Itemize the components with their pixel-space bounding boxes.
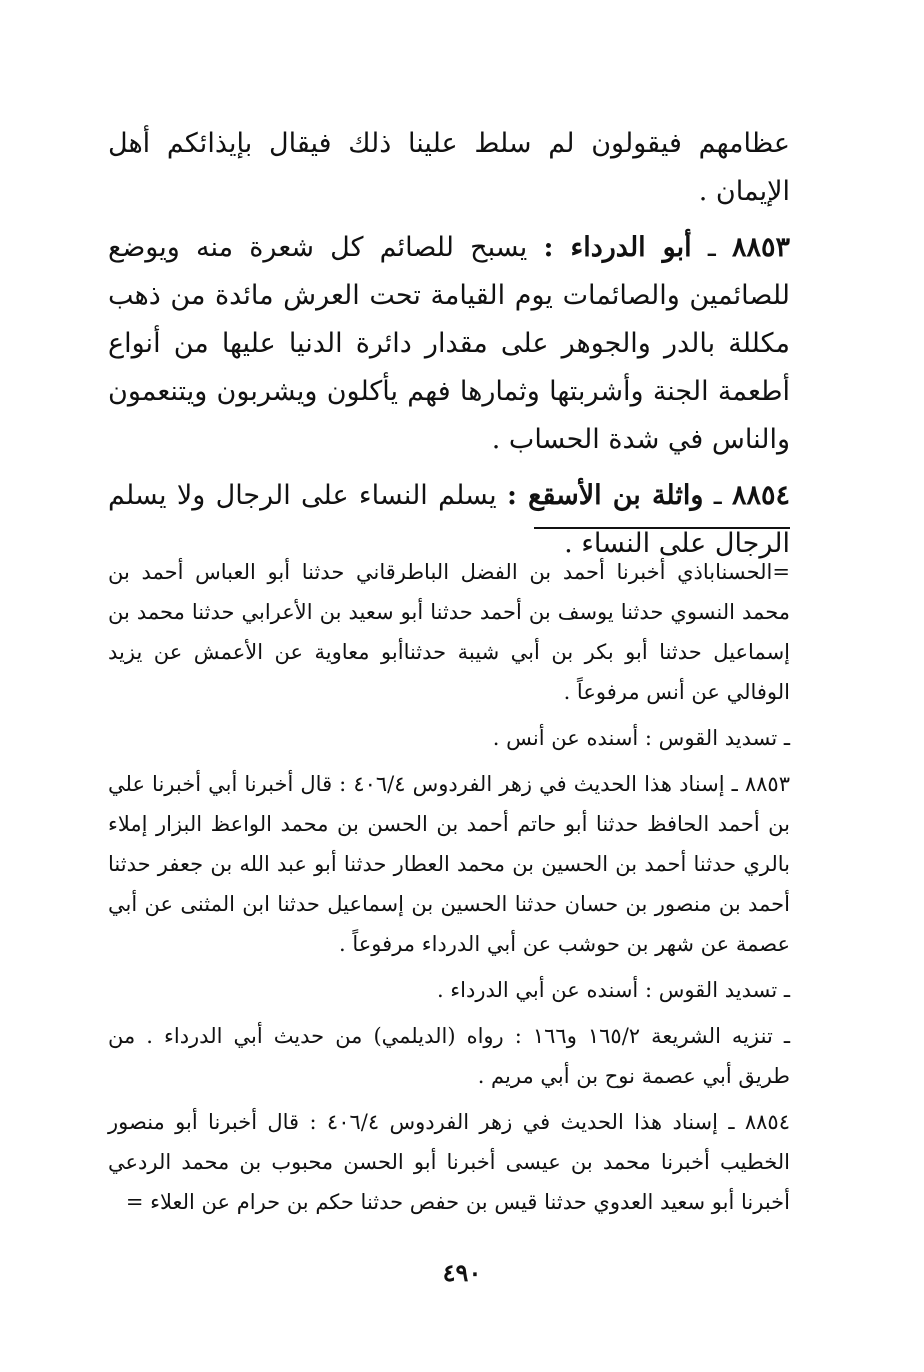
hadith-8853 xyxy=(108,224,790,464)
hadith-number: ٨٨٥٤ xyxy=(732,480,791,511)
page-number: ٤٩٠ xyxy=(442,1258,482,1287)
footnotes xyxy=(108,552,790,1228)
hadith-text: يسبح للصائم كل شعرة منه ويوضع للصائمين والصائمات يوم القيامة تحت العرش مائدة من ذهب مكللة بالدر والجوهر على مقدار دائرة الدنيا عليها من أنواع أطعمة الجنة وأشربتها وثمارها فهم يأكلون ويشربون ويتنعمون والناس في شدة الحساب . xyxy=(108,232,790,455)
paragraph-continuation: عظامهم فيقولون لم سلط علينا ذلك فيقال بإيذائكم أهل الإيمان . xyxy=(108,128,790,207)
footnote-tasdid-2: ـ تسديد القوس : أسنده عن أبي الدرداء . xyxy=(436,978,790,1002)
dash: ـ xyxy=(691,232,716,263)
footnote-tasdid: ـ تسديد القوس : أسنده عن أنس . xyxy=(492,726,790,750)
footnote-8853: ٨٨٥٣ ـ إسناد هذا الحديث في زهر الفردوس ٤٠٦/٤ : قال أخبرنا أبي أخبرنا علي بن أحمد الحافظ حدثنا أبو حاتم أحمد بن الحسن بن محمد الواعظ البزار إملاء بالري حدثنا أحمد بن الحسين بن محمد العطار حدثنا أبو عبد الله بن جعفر حدثنا أحمد بن منصور بن حسان حدثنا الحسين بن إسماعيل حدثنا ابن المثنى عن أبي عصمة عن شهر بن حوشب عن أبي الدرداء مرفوعاً . xyxy=(108,772,790,956)
footnote-continuation: =الحسناباذي أخبرنا أحمد بن الفضل الباطرقاني حدثنا أبو العباس أحمد بن محمد النسوي حدثنا يوسف بن أحمد حدثنا أبو سعيد بن الأعرابي حدثنا محمد بن إسماعيل حدثنا أبو بكر بن أبي شيبة حدثناأبو معاوية عن الأعمش عن يزيد الوفالي عن أنس مرفوعاً . xyxy=(108,560,790,704)
footnote-8854: ٨٨٥٤ ـ إسناد هذا الحديث في زهر الفردوس ٤٠٦/٤ : قال أخبرنا أبو منصور الخطيب أخبرنا محمد بن عيسى أخبرنا أبو الحسن محبوب بن محمد الردعي أخبرنا أبو سعيد العدوي حدثنا قيس بن حفص حدثنا حكم بن حرام عن العلاء = xyxy=(108,1110,790,1214)
narrator-name: واثلة بن الأسقع : xyxy=(506,480,704,511)
footnote-tanzih: ـ تنزيه الشريعة ١٦٥/٢ و١٦٦ : رواه (الديلمي) من حديث أبي الدرداء . من طريق أبي عصمة نوح بن أبي مريم . xyxy=(108,1024,790,1088)
dash: ـ xyxy=(703,480,722,511)
footnote-divider xyxy=(534,527,790,529)
main-text xyxy=(108,120,790,576)
hadith-text: يسلم النساء على الرجال ولا يسلم الرجال على النساء . xyxy=(108,480,790,559)
narrator-name: أبو الدرداء : xyxy=(543,232,692,263)
hadith-number: ٨٨٥٣ xyxy=(731,232,790,263)
